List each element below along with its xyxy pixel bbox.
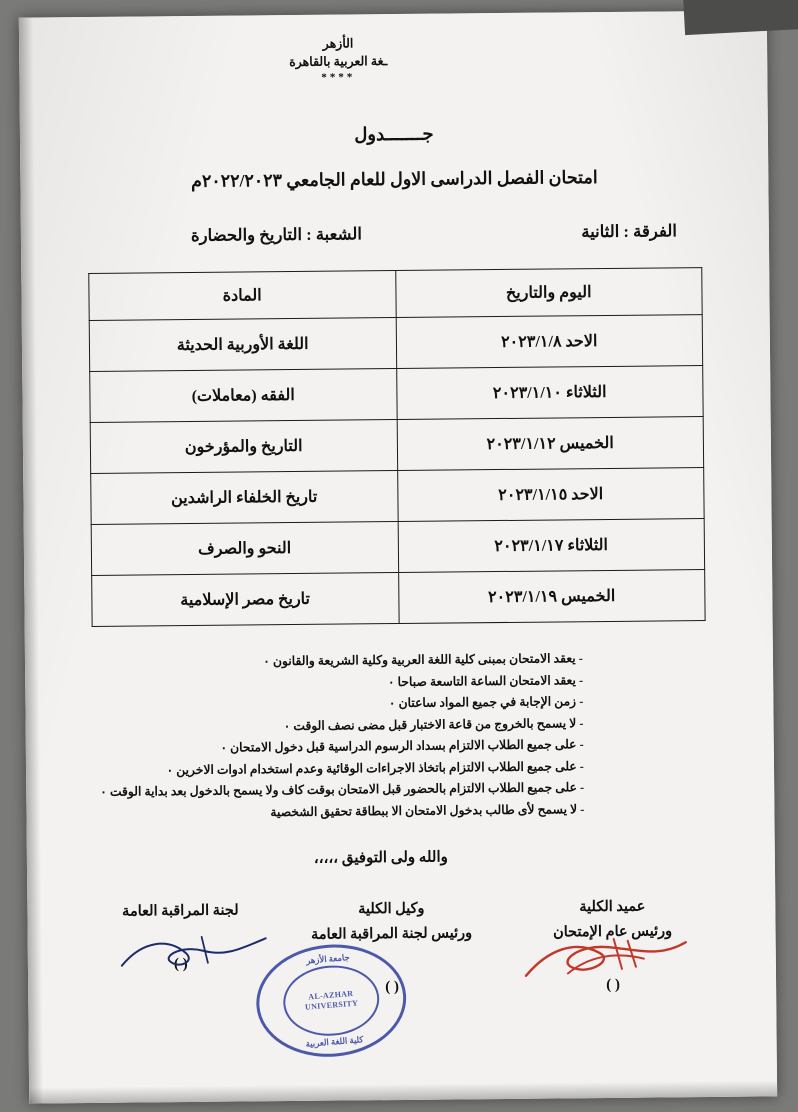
- cell-day-date: الخميس ٢٠٢٣/١/١٢: [397, 417, 704, 471]
- paper-content: [19, 10, 777, 1103]
- letterhead-line-3: ****: [321, 71, 356, 84]
- note-item: - على جميع الطلاب الالتزام بالحضور قبل الامتحان بوقت كاف ولا يسمح بالدخول بعد بداية الوقت ٠: [100, 780, 585, 800]
- column-header-subject: المادة: [89, 271, 396, 321]
- signature-parens: ( ): [606, 976, 621, 993]
- column-header-day-date: اليوم والتاريخ: [395, 268, 702, 318]
- signature-dean: [527, 894, 698, 998]
- photo-corner-shadow: [683, 0, 798, 35]
- letterhead-line-2: ـغة العربية بالقاهرة: [289, 54, 388, 70]
- note-item: - زمن الإجابة في جميع المواد ساعتان ٠: [388, 694, 584, 711]
- note-item: - على جميع الطلاب الالتزام باتخاذ الاجراءات الوقائية وعدم استخدام ادوات الاخرين ٠: [166, 758, 584, 777]
- signature-title-line-1: عميد الكلية: [579, 898, 646, 916]
- signature-parens: ( ): [173, 955, 188, 973]
- stamp-top-text: جامعة الأزهر: [305, 952, 351, 966]
- signature-title-line-1: لجنة المراقبة العامة: [122, 902, 239, 920]
- cell-subject: التاريخ والمؤرخون: [90, 420, 397, 474]
- note-item: - لا يسمح بالخروج من قاعة الاختبار قبل مضى نصف الوقت ٠: [283, 715, 584, 733]
- cell-subject: اللغة الأوربية الحديثة: [89, 318, 396, 372]
- exam-schedule-table: [88, 267, 705, 627]
- signature-title-line-1: وكيل الكلية: [358, 901, 425, 918]
- cell-day-date: الخميس ٢٠٢٣/١/١٩: [398, 570, 705, 624]
- note-item: - يعقد الامتحان بمبنى كلية اللغة العربية وكلية الشريعة والقانون ٠: [263, 651, 583, 669]
- grade-label: الفرقة : الثانية: [581, 221, 677, 242]
- signature-supervision-committee: [105, 899, 256, 1003]
- stamp-mid-text: AL-AZHAR UNIVERSITY: [304, 988, 359, 1012]
- signature-parens: ( ): [385, 978, 400, 995]
- cell-day-date: الثلاثاء ٢٠٢٣/١/١٧: [398, 519, 705, 573]
- table-row: [92, 570, 705, 627]
- cell-day-date: الاحد ٢٠٢٣/١/١٥: [397, 468, 704, 522]
- page-title-text: جـــــــدول: [354, 123, 434, 145]
- signature-title-line-2: ورئيس عام الإمتحان: [552, 923, 673, 941]
- section-label: الشعبة : التاريخ والحضارة: [190, 224, 362, 246]
- table-row: [90, 366, 703, 423]
- paper-sheet: [19, 10, 777, 1103]
- cell-subject: تاريخ الخلفاء الراشدين: [91, 471, 398, 525]
- cell-day-date: الثلاثاء ٢٠٢٣/١/١٠: [396, 366, 703, 420]
- table-header-row: [89, 268, 702, 321]
- cell-subject: تاريخ مصر الإسلامية: [92, 573, 399, 627]
- cell-day-date: الاحد ٢٠٢٣/١/٨: [396, 315, 703, 369]
- signature-title-line-2: ورئيس لجنة المراقبة العامة: [311, 925, 473, 943]
- page-title: [54, 121, 734, 149]
- cell-subject: الفقه (معاملات): [90, 369, 397, 423]
- notes-section: [99, 647, 701, 825]
- table-row: [90, 417, 703, 474]
- table-row: [91, 519, 704, 576]
- cell-subject: النحو والصرف: [91, 522, 398, 576]
- letterhead: [53, 31, 733, 90]
- letterhead-line-1: الأزهر: [322, 36, 354, 51]
- meta-row: [151, 221, 677, 246]
- note-item: - على جميع الطلاب الالتزام بسداد الرسوم الدراسية قبل دخول الامتحان ٠: [220, 737, 584, 755]
- stamp-bottom-text: كلية اللغة العربية: [305, 1034, 364, 1049]
- closing-blessing: والله ولى التوفيق ،،،،،: [313, 849, 448, 868]
- note-item: - يعقد الامتحان الساعة التاسعة صباحا ٠: [387, 672, 584, 689]
- note-item: - لا يسمح لأى طالب بدخول الامتحان الا ببطاقة تحقيق الشخصية: [270, 802, 585, 820]
- stamp-inner-ring: [281, 962, 382, 1039]
- handwritten-signature-blue-icon: [116, 929, 276, 981]
- page-subtitle: امتحان الفصل الدراسى الاول للعام الجامعي ٢٠٢٢/٢٠٢٣م: [191, 167, 598, 192]
- table-row: [91, 468, 704, 525]
- table-row: [89, 315, 702, 372]
